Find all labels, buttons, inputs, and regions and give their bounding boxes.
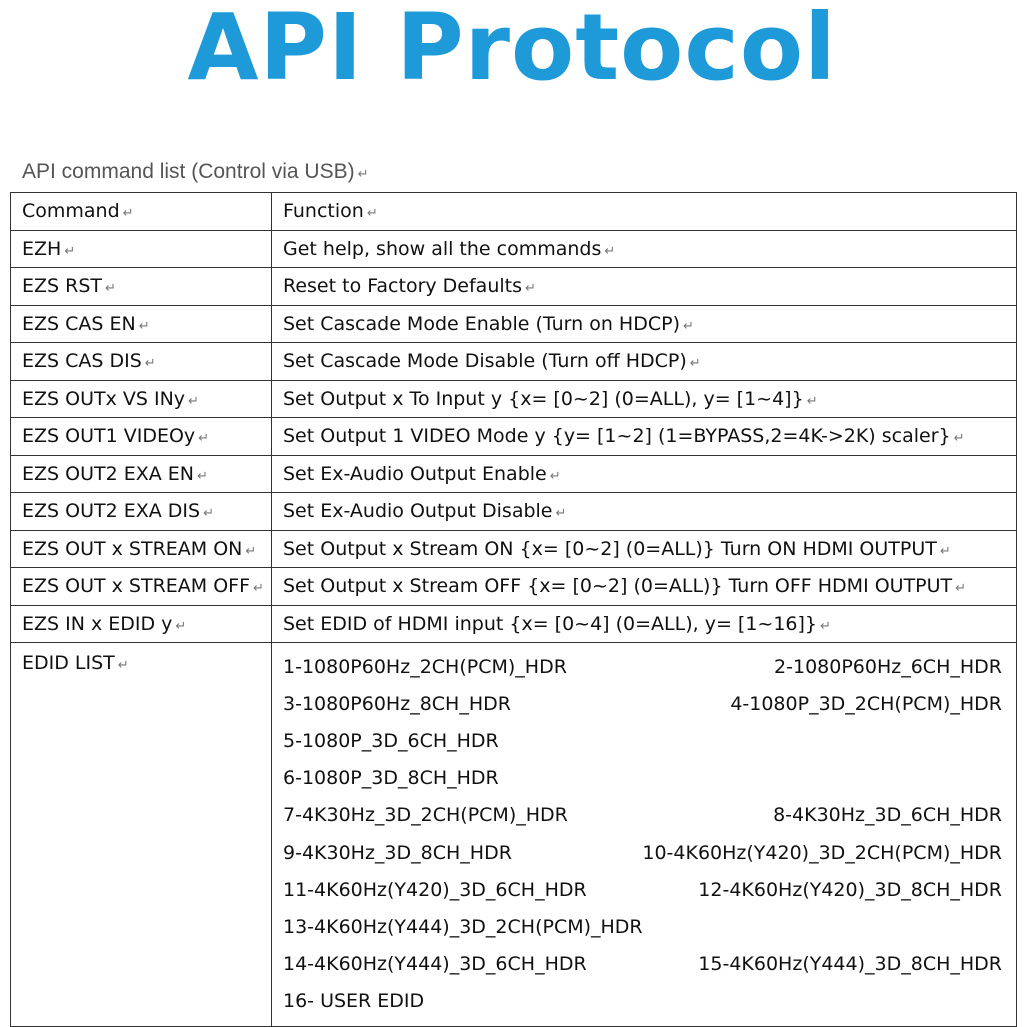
paragraph-mark-icon: ↵ bbox=[555, 506, 567, 522]
edid-line bbox=[283, 760, 1002, 797]
paragraph-mark-icon: ↵ bbox=[64, 243, 76, 259]
paragraph-mark-icon: ↵ bbox=[953, 431, 965, 447]
paragraph-mark-icon: ↵ bbox=[357, 166, 369, 181]
command-cell: EZS OUT2 EXA EN ↵ bbox=[11, 455, 272, 493]
paragraph-mark-icon: ↵ bbox=[604, 243, 616, 259]
paragraph-mark-icon: ↵ bbox=[245, 543, 257, 559]
table-caption bbox=[22, 160, 369, 184]
edid-entry: 7-4K30Hz_3D_2CH(PCM)_HDR bbox=[283, 804, 568, 827]
command-cell: EZS OUTx VS INy ↵ bbox=[11, 380, 272, 418]
edid-line bbox=[283, 908, 1002, 945]
edid-entry: 16- USER EDID bbox=[283, 990, 425, 1013]
table-row bbox=[11, 305, 1017, 343]
edid-entry: 2-1080P60Hz_6CH_HDR bbox=[774, 655, 1002, 678]
edid-line bbox=[283, 946, 1002, 983]
function-cell: Reset to Factory Defaults ↵ bbox=[272, 268, 1017, 306]
edid-entry: 5-1080P_3D_6CH_HDR bbox=[283, 729, 499, 752]
paragraph-mark-icon: ↵ bbox=[198, 431, 210, 447]
paragraph-mark-icon: ↵ bbox=[144, 356, 156, 372]
table-row bbox=[11, 230, 1017, 268]
command-cell: EZS OUT1 VIDEOy ↵ bbox=[11, 418, 272, 456]
header-command: Command ↵ bbox=[11, 193, 272, 231]
table-row bbox=[11, 568, 1017, 606]
command-cell: EZH ↵ bbox=[11, 230, 272, 268]
caption-text: API command list (Control via USB) bbox=[22, 160, 355, 183]
edid-entry: 9-4K30Hz_3D_8CH_HDR bbox=[283, 841, 512, 864]
edid-entry: 1-1080P60Hz_2CH(PCM)_HDR bbox=[283, 655, 567, 678]
paragraph-mark-icon: ↵ bbox=[175, 618, 187, 634]
edid-entry: 13-4K60Hz(Y444)_3D_2CH(PCM)_HDR bbox=[283, 915, 643, 938]
edid-entry: 11-4K60Hz(Y420)_3D_6CH_HDR bbox=[283, 878, 587, 901]
paragraph-mark-icon: ↵ bbox=[105, 281, 116, 297]
paragraph-mark-icon: ↵ bbox=[689, 356, 701, 372]
edid-list-row bbox=[11, 643, 1017, 1027]
edid-line bbox=[283, 648, 1002, 685]
function-cell: Set Output 1 VIDEO Mode y {y= [1~2] (1=BYPASS,2=4K->2K) scaler} ↵ bbox=[272, 418, 1017, 456]
function-cell: Set Output x To Input y {x= [0~2] (0=ALL), y= [1~4]} ↵ bbox=[272, 380, 1017, 418]
paragraph-mark-icon: ↵ bbox=[122, 206, 134, 222]
table-row bbox=[11, 418, 1017, 456]
table-row bbox=[11, 380, 1017, 418]
function-cell: Set Cascade Mode Disable (Turn off HDCP) ↵ bbox=[272, 343, 1017, 381]
edid-entry: 8-4K30Hz_3D_6CH_HDR bbox=[773, 804, 1002, 827]
edid-entry: 14-4K60Hz(Y444)_3D_6CH_HDR bbox=[283, 953, 587, 976]
edid-entry: 4-1080P_3D_2CH(PCM)_HDR bbox=[730, 692, 1002, 715]
edid-line bbox=[283, 797, 1002, 834]
page-title: API Protocol bbox=[187, 0, 837, 101]
edid-entry: 12-4K60Hz(Y420)_3D_8CH_HDR bbox=[698, 878, 1002, 901]
paragraph-mark-icon: ↵ bbox=[955, 581, 967, 597]
table-row bbox=[11, 605, 1017, 643]
paragraph-mark-icon: ↵ bbox=[683, 318, 694, 334]
edid-line bbox=[283, 871, 1002, 908]
edid-line bbox=[283, 834, 1002, 871]
edid-entry: 6-1080P_3D_8CH_HDR bbox=[283, 767, 499, 790]
edid-line bbox=[283, 722, 1002, 759]
function-cell: Set Output x Stream ON {x= [0~2] (0=ALL)} Turn ON HDMI OUTPUT ↵ bbox=[272, 530, 1017, 568]
paragraph-mark-icon: ↵ bbox=[203, 506, 214, 522]
paragraph-mark-icon: ↵ bbox=[525, 281, 536, 297]
header-function: Function ↵ bbox=[272, 193, 1017, 231]
paragraph-mark-icon: ↵ bbox=[253, 581, 264, 597]
paragraph-mark-icon: ↵ bbox=[366, 206, 378, 222]
paragraph-mark-icon: ↵ bbox=[939, 543, 951, 559]
paragraph-mark-icon: ↵ bbox=[138, 318, 150, 334]
edid-line bbox=[283, 983, 1002, 1020]
paragraph-mark-icon: ↵ bbox=[806, 393, 818, 409]
table-row bbox=[11, 455, 1017, 493]
edid-list-cell bbox=[272, 643, 1017, 1027]
table-row bbox=[11, 493, 1017, 531]
command-cell: EZS RST ↵ bbox=[11, 268, 272, 306]
paragraph-mark-icon: ↵ bbox=[549, 468, 561, 484]
paragraph-mark-icon: ↵ bbox=[197, 468, 208, 484]
command-cell: EZS OUT x STREAM ON ↵ bbox=[11, 530, 272, 568]
function-cell: Get help, show all the commands ↵ bbox=[272, 230, 1017, 268]
edid-entry: 15-4K60Hz(Y444)_3D_8CH_HDR bbox=[698, 953, 1002, 976]
command-cell: EZS CAS EN ↵ bbox=[11, 305, 272, 343]
function-cell: Set Output x Stream OFF {x= [0~2] (0=ALL)} Turn OFF HDMI OUTPUT ↵ bbox=[272, 568, 1017, 606]
command-cell: EZS OUT x STREAM OFF ↵ bbox=[11, 568, 272, 606]
paragraph-mark-icon: ↵ bbox=[188, 393, 199, 409]
command-cell: EZS OUT2 EXA DIS ↵ bbox=[11, 493, 272, 531]
function-cell: Set Ex-Audio Output Enable ↵ bbox=[272, 455, 1017, 493]
api-command-table bbox=[10, 192, 1017, 1027]
edid-entry: 10-4K60Hz(Y420)_3D_2CH(PCM)_HDR bbox=[642, 841, 1002, 864]
command-cell: EZS IN x EDID y ↵ bbox=[11, 605, 272, 643]
function-cell: Set Cascade Mode Enable (Turn on HDCP) ↵ bbox=[272, 305, 1017, 343]
edid-line bbox=[283, 685, 1002, 722]
function-cell: Set EDID of HDMI input {x= [0~4] (0=ALL), y= [1~16]} ↵ bbox=[272, 605, 1017, 643]
paragraph-mark-icon: ↵ bbox=[117, 658, 129, 673]
edid-entry: 3-1080P60Hz_8CH_HDR bbox=[283, 692, 511, 715]
table-row bbox=[11, 268, 1017, 306]
paragraph-mark-icon: ↵ bbox=[820, 618, 831, 634]
function-cell: Set Ex-Audio Output Disable ↵ bbox=[272, 493, 1017, 531]
table-row bbox=[11, 530, 1017, 568]
command-cell: EZS CAS DIS ↵ bbox=[11, 343, 272, 381]
table-header-row bbox=[11, 193, 1017, 231]
edid-list-label-cell: EDID LIST ↵ bbox=[11, 643, 272, 1027]
table-row bbox=[11, 343, 1017, 381]
